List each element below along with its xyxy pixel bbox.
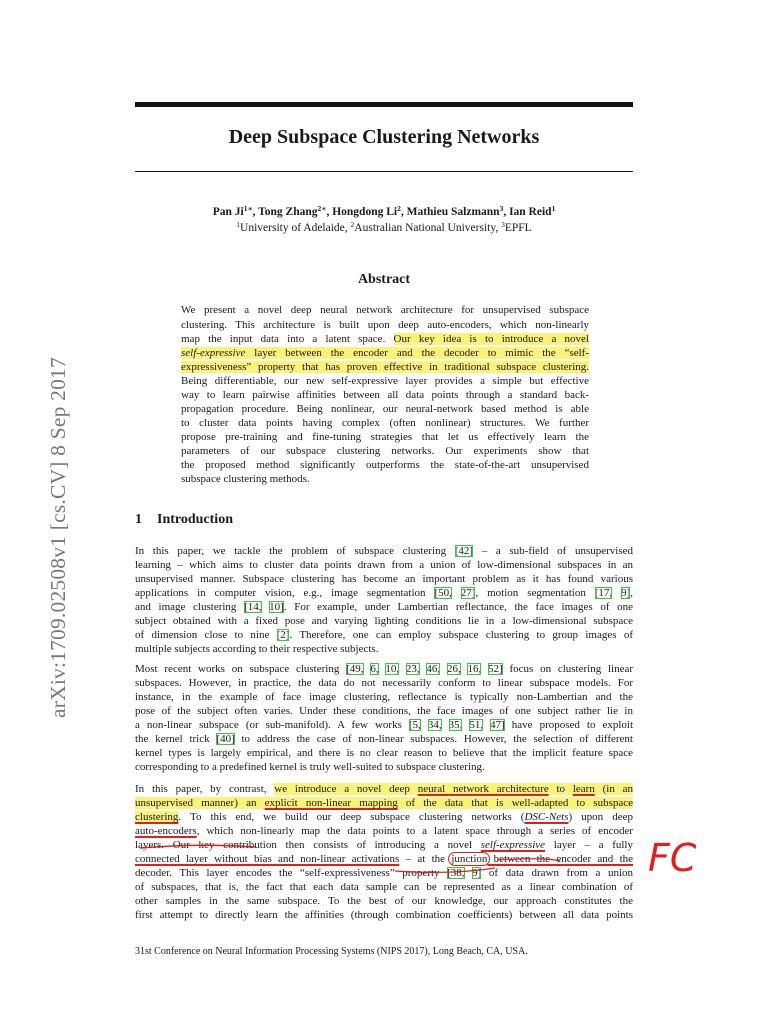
text-span: Most recent works on subspace clustering [135,663,347,675]
text-span: unsupervised manner) an [135,797,265,809]
text-span: . For example, under Lambertian reflectance, the face images of one [283,601,634,613]
body-line: other samples in the same subspace. To the best of our knowledge, our approach constitutes the [135,895,633,907]
citation-link[interactable]: 10, [385,663,400,675]
text-span: decoder. This layer encodes the “self-expressiveness” property [135,867,448,879]
citation-link[interactable]: [40] [216,733,235,745]
underlined-text: DSC-Nets [524,811,569,823]
citation-link[interactable]: 47] [490,719,505,731]
underlined-text: between the encoder and the [487,853,634,865]
body-line: learning – which aims to cluster data points drawn from a union of low-dimensional subspaces in an [135,559,633,571]
body-line: multiple subjects according to their respective subjects. [135,643,379,655]
underlined-text: auto-encoders [135,825,197,837]
body-line [135,628,633,642]
citation-link[interactable]: 10] [269,601,284,613]
body-line: corresponding to a predefined kernel is truly well-suited to subspace clustering. [135,761,485,773]
underlined-text: learn [572,783,595,795]
body-line [135,866,633,880]
citation-link[interactable]: 16, [467,663,482,675]
abstract-line: propagation procedure. Being nonlinear, our neural-network based method is able [181,403,589,415]
highlighted-text: clustering [135,811,179,823]
text-span: In this paper, we tackle the problem of subspace clustering [135,545,455,557]
abstract-heading: Abstract [357,272,411,287]
affil-mark: 3 [501,220,505,229]
text-span: layers. Our key contribution then consists of introducing a novel [135,839,481,851]
highlighted-text [274,783,633,795]
affil-text: University of Adelaide, [240,222,351,234]
author-name: Tong Zhang [258,206,318,218]
text-span: of data drawn from a union [481,867,634,879]
abstract-line: subspace clustering methods. [181,473,310,485]
margin-note: FC [648,836,697,880]
body-line [135,586,633,600]
abstract-line: Being differentiable, our new self-expressive layer provides a simple but effective [181,375,589,387]
emphasis-text: self-expressive [181,347,246,359]
affil-text: Australian National University, [354,222,502,234]
abstract-line: propose pre-training and fine-tuning strategies that let us effectively learn the [181,431,589,443]
citation-link[interactable]: [49, [346,663,364,675]
underlined-text: explicit non-linear mapping [264,797,398,809]
body-line: pose of the subject often varies. Under these conditions, the face images of one subject rather lie in [135,705,633,717]
abstract-line [181,332,589,346]
text-span: . To this end, we build our deep subspace clustering networks ( [178,811,525,823]
text-span: the kernel trick [135,733,217,745]
body-line: instance, in the example of face image clustering, reflectance is typically non-Lambertian and the [135,691,633,703]
abstract-line: way to learn pairwise affinities between all data points through a standard back- [181,389,589,401]
text-span: layer – a fully [545,839,633,851]
section-heading [135,512,233,528]
conference-footer: 31st Conference on Neural Information Processing Systems (NIPS 2017), Long Beach, CA, USA. [135,946,528,957]
citation-link[interactable]: [38, [447,867,465,879]
affiliations [135,222,633,234]
circled-text: junction [448,852,490,866]
text-span: layer between the encoder and the decoder to mimic the “self- [245,347,589,359]
author-mark: 2 [397,204,401,213]
author-name: Ian Reid [509,206,552,218]
highlighted-text: expressiveness” property that has proven effective in traditional subspace clustering. [181,361,589,373]
text-span: we introduce a novel deep [274,783,418,795]
author-mark: 2∗ [317,204,327,213]
body-line: of subspaces, that is, the fact that each data sample can be represented as a linear combination of [135,881,633,893]
citation-link[interactable]: [14, [244,601,262,613]
highlighted-text: Our key idea is to introduce a novel [393,333,589,345]
body-line [135,662,633,676]
text-span: ) upon deep [568,811,634,823]
body-line: kernel types is largely empirical, and there is no clear reason to believe that the implicit feature space [135,747,633,759]
author-name: Mathieu Salzmann [406,206,500,218]
body-line [135,824,633,838]
text-span: have proposed to exploit [504,719,634,731]
citation-link[interactable]: 46, [426,663,441,675]
text-span: of dimension close to nine [135,629,277,641]
text-span: , which non-linearly map the data points to a latent space through a series of encoder [196,825,633,837]
citation-link[interactable]: [17, [594,587,613,599]
author-mark: 1∗ [243,204,253,213]
citation-link[interactable]: [42] [454,545,474,557]
highlighted-text [181,347,589,359]
body-line [135,782,633,796]
body-line [135,600,633,614]
body-line: subspaces. However, in practice, the data do not necessarily conform to linear subspace models. For [135,677,633,689]
text-span: , motion segmentation [475,587,595,599]
author-name: Hongdong Li [332,206,398,218]
citation-link[interactable]: 51, [469,719,484,731]
text-span: a non-linear subspace (or sub-manifold). A few works [135,719,409,731]
abstract-line: We present a novel deep neural network architecture for unsupervised subspace [181,304,589,316]
body-line: unsupervised manner. Subspace clustering has become an important problem as it has found various [135,573,633,585]
abstract-line [181,360,589,374]
affil-mark: 2 [350,220,355,229]
section-title: Introduction [157,512,233,527]
text-span: of the data that is well-adapted to subspace [397,797,634,809]
abstract-line: to cluster data points having complex (often nonlinear) structures. We further [181,417,589,429]
abstract-line: clustering. This architecture is built upon deep auto-encoders, which non-linearly [181,319,589,331]
text-span: map the input data into a latent space. [181,333,394,345]
paper-title: Deep Subspace Clustering Networks [228,126,540,148]
citation-link[interactable]: 23, [405,663,420,675]
author-mark: 1 [551,204,556,213]
text-span: applications in computer vision, e.g., image segmentation [135,587,435,599]
citation-link[interactable]: [5, [408,719,421,731]
underlined-text: self-expressive [480,839,546,851]
text-span: – at the [399,853,452,865]
citation-link[interactable]: [50, [434,587,452,599]
citation-link[interactable]: [2] [276,629,290,641]
abstract-line [181,346,589,360]
body-line [135,810,633,824]
abstract-line: the proposed method significantly outperforms the state-of-the-art unsupervised [181,459,589,471]
body-line: subject obtained with a fixed pose and varying lighting conditions lie in a low-dimensional subspace [135,615,633,627]
title-top-rule [135,102,633,107]
citation-link[interactable]: 26, [446,663,461,675]
text-span: focus on clustering linear [502,663,634,675]
citation-link[interactable]: 9] [621,587,631,599]
highlighted-text [135,797,633,809]
affil-text: EPFL [504,222,532,234]
citation-link[interactable]: 9] [472,867,482,879]
text-span: In this paper, by contrast, [135,783,275,795]
arxiv-identifier: arXiv:1709.02508v1 [cs.CV] 8 Sep 2017 [46,357,70,718]
citation-link[interactable]: 27] [460,587,476,599]
text-span: . Therefore, one can employ subspace clustering to group images of [289,629,633,641]
citation-link[interactable]: 34, [427,719,442,731]
text-span: – a sub-field of unsupervised [473,545,633,557]
affil-mark: 1 [236,220,241,229]
text-span: to address the case of non-linear subspaces. However, the selection of different [234,733,633,745]
text-span: to [548,783,573,795]
body-line [135,852,633,866]
title-bottom-rule [135,171,633,172]
author-mark: 3 [499,204,504,213]
body-line [135,544,633,558]
text-span: (in an [594,783,634,795]
underlined-text: neural network architecture [417,783,549,795]
body-line [135,838,633,852]
body-line [135,796,633,810]
section-number: 1 [135,512,142,527]
abstract-line: parameters of our subspace clustering networks. Our experiments show that [181,445,589,457]
citation-link[interactable]: 6, [370,663,379,675]
underlined-text: connected layer without bias and non-linear activations [135,853,400,865]
body-line: first attempt to directly learn the affinities (through combination coefficients) between all data points [135,909,633,921]
citation-link[interactable]: 52] [488,663,503,675]
author-name: Pan Ji [212,206,244,218]
text-span: , [630,587,634,599]
author-list: Pan $Ji^{1∗}$, Tong Zhang$^{2∗}$, Hongdong Li$^2$, Mathieu Salzmann$^3$, Ian Reid$^1$ [212,204,556,218]
body-line [135,732,633,746]
body-line [135,718,633,732]
text-span: and image clustering [135,601,245,613]
citation-link[interactable]: 35, [448,719,463,731]
